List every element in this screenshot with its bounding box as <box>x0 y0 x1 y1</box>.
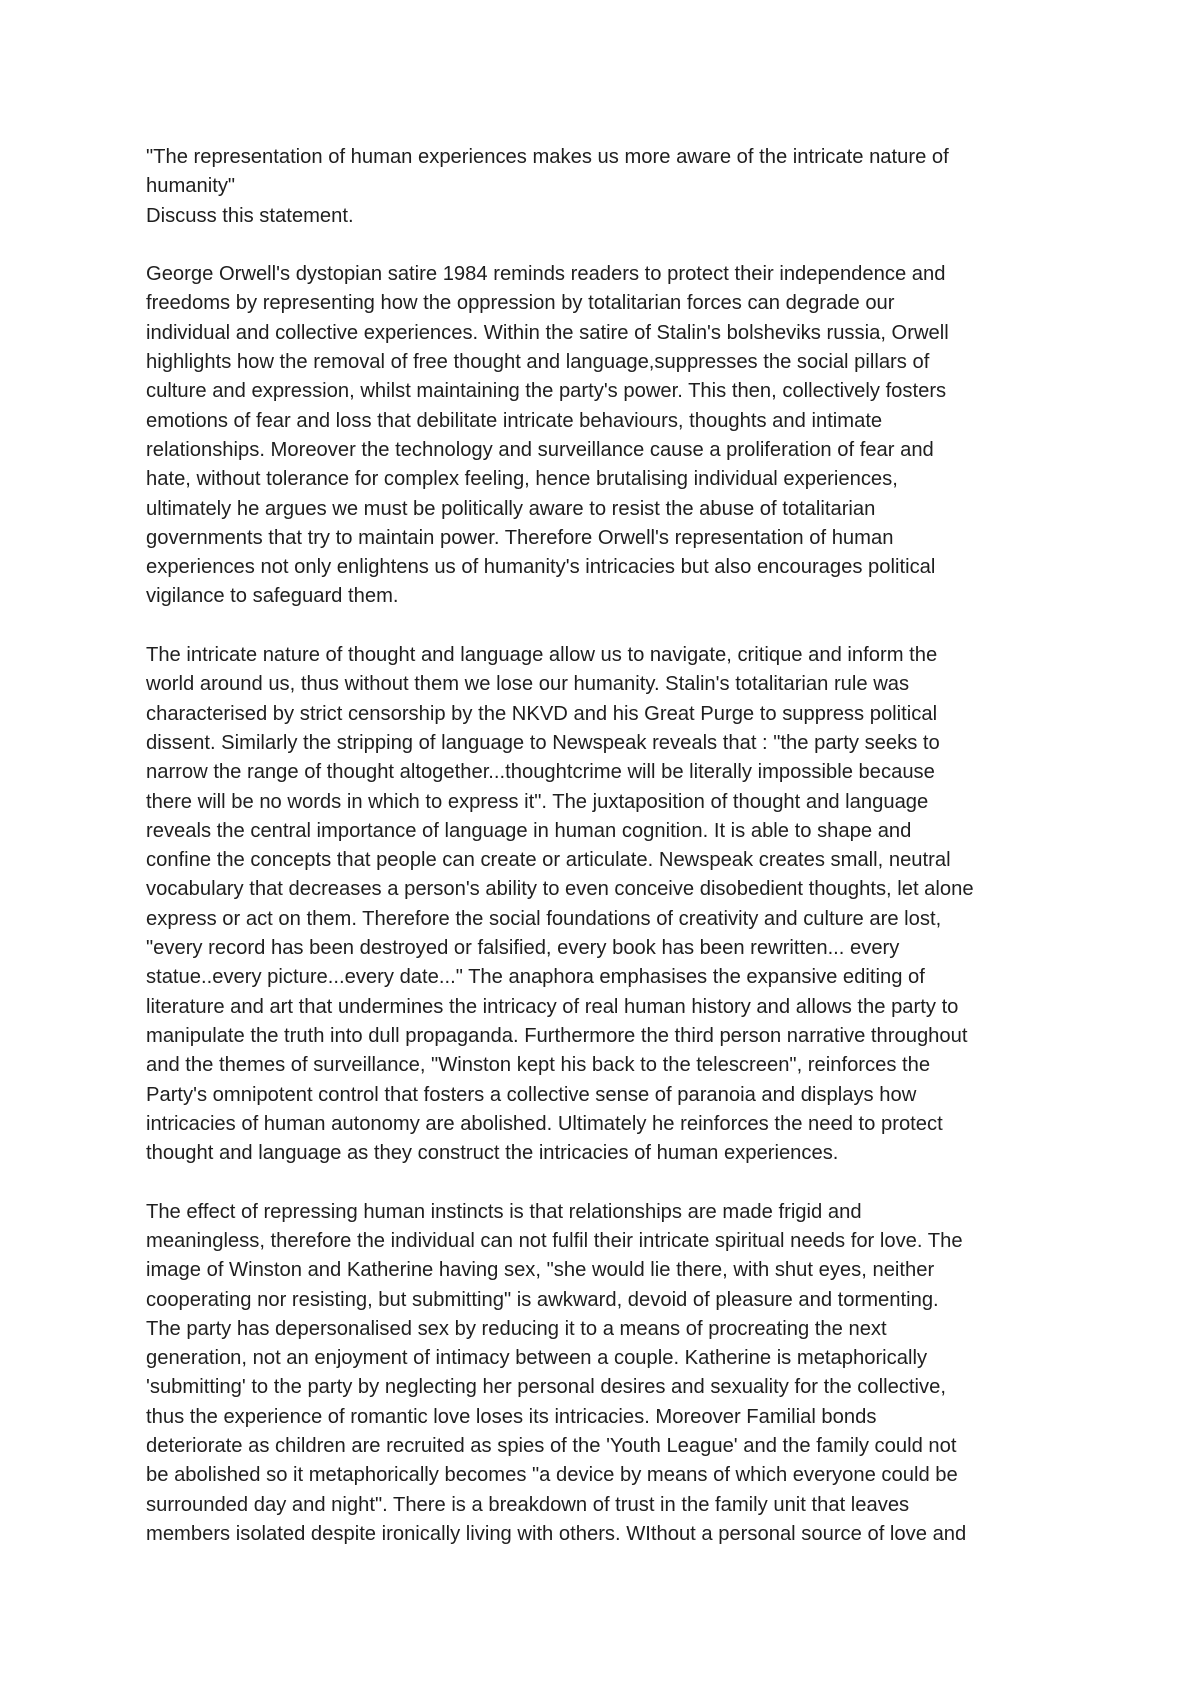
paragraph-body-1 <box>146 641 1066 1168</box>
text-line: The intricate nature of thought and language allow us to navigate, critique and inform the <box>146 644 938 667</box>
essay-prompt <box>146 143 1066 231</box>
text-line: relationships. Moreover the technology and surveillance cause a proliferation of fear and <box>146 438 934 461</box>
essay-body <box>146 143 1066 1549</box>
paragraph-introduction <box>146 260 1066 612</box>
text-line: literature and art that undermines the intricacy of real human history and allows the party to <box>146 995 959 1018</box>
text-line: ultimately he argues we must be politically aware to resist the abuse of totalitarian <box>146 497 876 520</box>
text-line: surrounded day and night". There is a breakdown of trust in the family unit that leaves <box>146 1493 910 1516</box>
prompt-line: humanity" <box>146 175 236 198</box>
paragraph-gap <box>146 612 1066 641</box>
text-line: cooperating nor resisting, but submitting" is awkward, devoid of pleasure and tormenting. <box>146 1288 939 1311</box>
prompt-line: Discuss this statement. <box>146 204 354 227</box>
text-line: narrow the range of thought altogether...thoughtcrime will be literally impossible because <box>146 761 935 784</box>
prompt-line: "The representation of human experiences makes us more aware of the intricate nature of <box>146 146 949 168</box>
text-line: vocabulary that decreases a person's ability to even conceive disobedient thoughts, let alone <box>146 878 974 901</box>
text-line: manipulate the truth into dull propaganda. Furthermore the third person narrative throughout <box>146 1024 968 1047</box>
text-line: experiences not only enlightens us of humanity's intricacies but also encourages political <box>146 556 936 579</box>
text-line: and the themes of surveillance, "Winston kept his back to the telescreen", reinforces the <box>146 1054 931 1077</box>
text-line: thought and language as they construct the intricacies of human experiences. <box>146 1142 839 1165</box>
text-line: statue..every picture...every date..." The anaphora emphasises the expansive editing of <box>146 966 925 989</box>
text-line: highlights how the removal of free thought and language,suppresses the social pillars of <box>146 351 930 374</box>
text-line: intricacies of human autonomy are abolished. Ultimately he reinforces the need to protect <box>146 1112 943 1135</box>
text-line: governments that try to maintain power. Therefore Orwell's representation of human <box>146 526 894 549</box>
paragraph-body-2 <box>146 1198 1066 1550</box>
text-line: freedoms by representing how the oppression by totalitarian forces can degrade our <box>146 292 895 315</box>
text-line: there will be no words in which to express it". The juxtaposition of thought and language <box>146 790 929 813</box>
text-line: members isolated despite ironically living with others. WIthout a personal source of love and <box>146 1522 967 1545</box>
text-line: be abolished so it metaphorically becomes "a device by means of which everyone could be <box>146 1464 958 1487</box>
text-line: reveals the central importance of language in human cognition. It is able to shape and <box>146 819 912 842</box>
text-line: George Orwell's dystopian satire 1984 reminds readers to protect their independence and <box>146 263 946 286</box>
text-line: emotions of fear and loss that debilitate intricate behaviours, thoughts and intimate <box>146 409 883 432</box>
text-line: meaningless, therefore the individual can not fulfil their intricate spiritual needs for love. The <box>146 1229 963 1252</box>
text-line: express or act on them. Therefore the social foundations of creativity and culture are lost, <box>146 907 942 930</box>
text-line: world around us, thus without them we lose our humanity. Stalin's totalitarian rule was <box>146 673 910 696</box>
text-line: confine the concepts that people can create or articulate. Newspeak creates small, neutral <box>146 849 951 872</box>
paragraph-gap <box>146 231 1066 260</box>
text-line: dissent. Similarly the stripping of language to Newspeak reveals that : "the party seeks to <box>146 731 940 754</box>
text-line: individual and collective experiences. Within the satire of Stalin's bolsheviks russia, Orwell <box>146 321 949 344</box>
text-line: The party has depersonalised sex by reducing it to a means of procreating the next <box>146 1317 887 1340</box>
text-line: Party's omnipotent control that fosters a collective sense of paranoia and displays how <box>146 1083 917 1106</box>
text-line: hate, without tolerance for complex feeling, hence brutalising individual experiences, <box>146 468 898 491</box>
text-line: 'submitting' to the party by neglecting her personal desires and sexuality for the collective, <box>146 1376 946 1399</box>
text-line: characterised by strict censorship by the NKVD and his Great Purge to suppress political <box>146 702 938 725</box>
text-line: deteriorate as children are recruited as spies of the 'Youth League' and the family could not <box>146 1435 957 1458</box>
text-line: thus the experience of romantic love loses its intricacies. Moreover Familial bonds <box>146 1405 877 1428</box>
text-line: image of Winston and Katherine having sex, "she would lie there, with shut eyes, neither <box>146 1259 935 1282</box>
text-line: culture and expression, whilst maintaining the party's power. This then, collectively fosters <box>146 380 947 403</box>
text-line: The effect of repressing human instincts is that relationships are made frigid and <box>146 1200 862 1223</box>
text-line: "every record has been destroyed or falsified, every book has been rewritten... every <box>146 937 900 960</box>
text-line: vigilance to safeguard them. <box>146 585 399 608</box>
paragraph-gap <box>146 1168 1066 1197</box>
text-line: generation, not an enjoyment of intimacy between a couple. Katherine is metaphorically <box>146 1347 928 1370</box>
